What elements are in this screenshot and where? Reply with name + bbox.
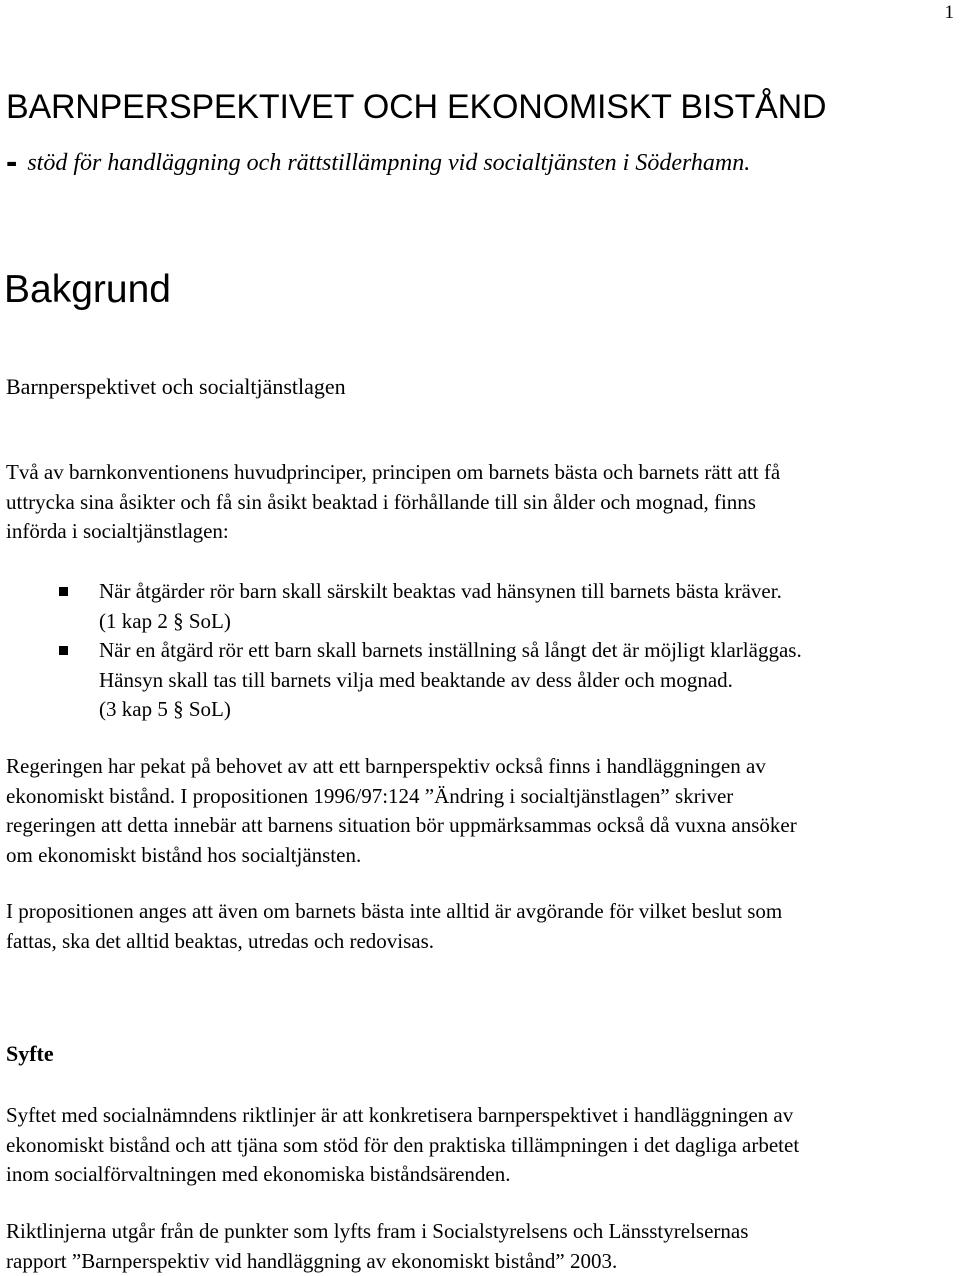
square-bullet-icon bbox=[59, 646, 68, 655]
bullet-line: När en åtgärd rör ett barn skall barnets inställning så långt det är möjligt klarläggas. bbox=[99, 638, 802, 662]
paragraph-line: Två av barnkonventionens huvudprinciper, principen om barnets bästa och barnets rätt att få bbox=[6, 460, 781, 484]
paragraph-line: ekonomiskt bistånd. I propositionen 1996/97:124 ”Ändring i socialtjänstlagen” skriver bbox=[6, 783, 734, 808]
paragraph-line: I propositionen anges att även om barnets bästa inte alltid är avgörande för vilket beslut som bbox=[6, 899, 783, 923]
document-title: BARNPERSPEKTIVET OCH EKONOMISKT BISTÅND bbox=[6, 88, 827, 126]
bullet-line: När åtgärder rör barn skall särskilt beaktas vad hänsynen till barnets bästa kräver. bbox=[99, 579, 782, 603]
paragraph-line: inom socialförvaltningen med ekonomiska biståndsärenden. bbox=[6, 1162, 511, 1186]
bullet-text bbox=[99, 577, 782, 636]
subtitle-text: stöd för handläggning och rättstillämpning vid socialtjänsten i Söderhamn. bbox=[27, 150, 751, 176]
bullet-text bbox=[99, 636, 802, 725]
paragraph-line: Riktlinjerna utgår från de punkter som lyfts fram i Socialstyrelsens och Länsstyrelsernas bbox=[6, 1219, 749, 1243]
subheading-barnperspektivet: Barnperspektivet och socialtjänstlagen bbox=[6, 374, 346, 399]
section-heading-bakgrund: Bakgrund bbox=[4, 268, 171, 311]
paragraph-line: Regeringen har pekat på behovet av att ett barnperspektiv också finns i handläggningen av bbox=[6, 754, 766, 778]
paragraph-line: Syftet med socialnämndens riktlinjer är att konkretisera barnperspektivet i handläggningen av bbox=[6, 1103, 794, 1127]
intro-paragraph bbox=[6, 458, 958, 547]
paragraph-line: ekonomiskt bistånd och att tjäna som stöd för den praktiska tillämpningen i det dagliga arbetet bbox=[6, 1132, 800, 1157]
bullet-line: Hänsyn skall tas till barnets vilja med beaktande av dess ålder och mognad. bbox=[99, 667, 733, 692]
bullet-line: (3 kap 5 § SoL) bbox=[99, 697, 231, 721]
paragraph-propositionen bbox=[6, 897, 958, 956]
paragraph-line: om ekonomiskt bistånd hos socialtjänsten. bbox=[6, 842, 362, 867]
paragraph-line: uttrycka sina åsikter och få sin åsikt beaktad i förhållande till sin ålder och mognad, finns bbox=[6, 489, 756, 514]
subtitle-dash: - bbox=[6, 143, 18, 181]
section-heading-syfte: Syfte bbox=[6, 1041, 54, 1066]
square-bullet-icon bbox=[59, 587, 68, 596]
paragraph-line: fattas, ska det alltid beaktas, utredas och redovisas. bbox=[6, 928, 435, 953]
paragraph-syftet bbox=[6, 1101, 958, 1190]
document-subtitle bbox=[6, 143, 750, 182]
paragraph-line: rapport ”Barnperspektiv vid handläggning av ekonomiskt bistånd” 2003. bbox=[6, 1248, 618, 1273]
bullet-line: (1 kap 2 § SoL) bbox=[99, 608, 231, 633]
paragraph-regeringen bbox=[6, 752, 958, 870]
paragraph-line: regeringen att detta innebär att barnens situation bör uppmärksammas också då vuxna ansöker bbox=[6, 813, 797, 837]
page-number: 1 bbox=[944, 2, 954, 23]
paragraph-riktlinjerna bbox=[6, 1217, 958, 1276]
paragraph-line: införda i socialtjänstlagen: bbox=[6, 519, 229, 543]
